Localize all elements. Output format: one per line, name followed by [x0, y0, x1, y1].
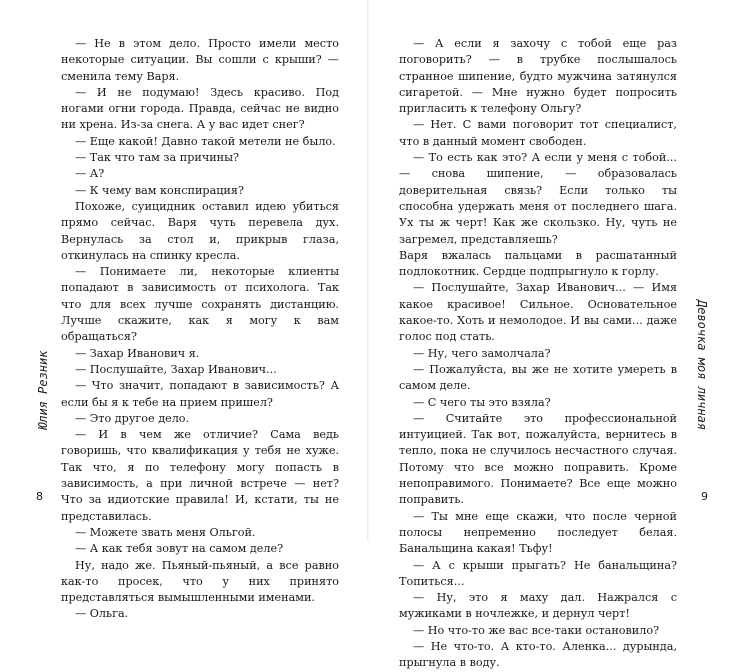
paragraph: — Послушайте, Захар Иванович... — Имя какое красивое! Сильное. Основательное какое-то. Хоть и немолодое. И вы сами... даже голос под стать.: [399, 281, 677, 344]
paragraph: — Понимаете ли, некоторые клиенты попадают в зависимость от психолога. Так что для всех лучше сохранять дистанцию. Лучше скажите, как я могу к вам обращаться?: [61, 265, 339, 344]
paragraph: Ну, надо же. Пьяный-пьяный, а все равно как-то просек, что у них принято представляться вымышленными именами.: [61, 558, 339, 605]
paragraph: — А если я захочу с тобой еще раз поговорить? — в трубке послышалось странное шипение, будто мужчина затянулся сигаретой. — Мне нужно будет попросить пригласить к телефону Ольгу?: [399, 37, 677, 116]
paragraph: Похоже, суицидник оставил идею убиться прямо сейчас. Варя чуть перевела дух. Вернулась за стол и, прикрыв глаза, откинулась на спинку кресла.: [61, 199, 339, 262]
paragraph: — А с крыши прыгать? Не банальщина? Топиться...: [399, 558, 677, 588]
paragraph: — Нет. С вами поговорит тот специалист, что в данный момент свободен.: [399, 118, 677, 148]
paragraph: — Не в этом дело. Просто имели место некоторые ситуации. Вы сошли с крыши? — сменила тему Варя.: [61, 37, 339, 83]
paragraph: — И не подумаю! Здесь красиво. Под ногами огни города. Правда, сейчас не видно ни хрена. Из-за снега. А у вас идет снег?: [61, 85, 339, 132]
paragraph: Варя вжалась пальцами в расшатанный подлокотник. Сердце подпрыгнуло к горлу.: [399, 248, 677, 279]
paragraph: — Еще какой! Давно такой метели не было.: [75, 134, 336, 148]
left-page: [0, 0, 368, 621]
page-number-right: 9: [701, 490, 708, 503]
paragraph: — Не что-то. А кто-то. Аленка... дурында, прыгнула в воду.: [399, 639, 677, 670]
paragraph: — К чему вам конспирация?: [75, 183, 244, 197]
paragraph: — Ну, чего замолчала?: [413, 346, 551, 360]
paragraph: — Ну, это я маху дал. Нажрался с мужиками в ночлежке, и дернул черт!: [399, 591, 677, 621]
paragraph: — Считайте это профессиональной интуицией. Так вот, пожалуйста, вернитесь в тепло, пока не случилось несчастного случая. Потому что все можно поправить. Кроме непоправимого. Понимаете? Все еще можно поправить.: [399, 411, 677, 507]
paragraph: — А?: [75, 167, 105, 181]
paragraph: — Но что-то же вас все-таки остановило?: [413, 623, 660, 637]
paragraph: — А как тебя зовут на самом деле?: [75, 542, 284, 556]
left-page-text: [61, 36, 339, 623]
paragraph: — То есть как это? А если у меня с тобой... — снова шипение, — образовалась доверительная связь? Если только ты способна удержать меня от последнего шага. Ух ты ж черт! Как же скользко. Ну, чуть не загремел, представляешь?: [399, 151, 677, 246]
paragraph: — С чего ты это взяла?: [413, 395, 551, 409]
paragraph: — Захар Иванович я.: [75, 346, 200, 360]
paragraph: — И в чем же отличие? Сама ведь говоришь, что квалификация у тебя не хуже. Так что, я по телефону могу попасть в зависимость, а при личной встрече — нет? Что за идиотские правила! И, кстати, ты не представилась.: [61, 428, 339, 523]
paragraph: — Что значит, попадают в зависимость? А если бы я к тебе на прием пришел?: [61, 379, 339, 409]
paragraph: — Это другое дело.: [75, 411, 190, 425]
page-number-left: 8: [36, 490, 43, 503]
paragraph: — Послушайте, Захар Иванович...: [75, 362, 277, 376]
paragraph: — Пожалуйста, вы же не хотите умереть в самом деле.: [399, 362, 677, 393]
running-header-author: Юлия Резник: [36, 350, 50, 430]
paragraph: — Ты мне еще скажи, что после черной полосы непременно последует белая. Банальщина какая! Тьфу!: [399, 509, 677, 556]
right-page-text: [399, 36, 677, 672]
paragraph: — Так что там за причины?: [75, 151, 240, 165]
running-header-title: Девочка моя личная: [695, 300, 709, 431]
paragraph: — Можете звать меня Ольгой.: [75, 525, 256, 539]
paragraph: — Ольга.: [75, 607, 129, 621]
right-page: [369, 0, 737, 670]
